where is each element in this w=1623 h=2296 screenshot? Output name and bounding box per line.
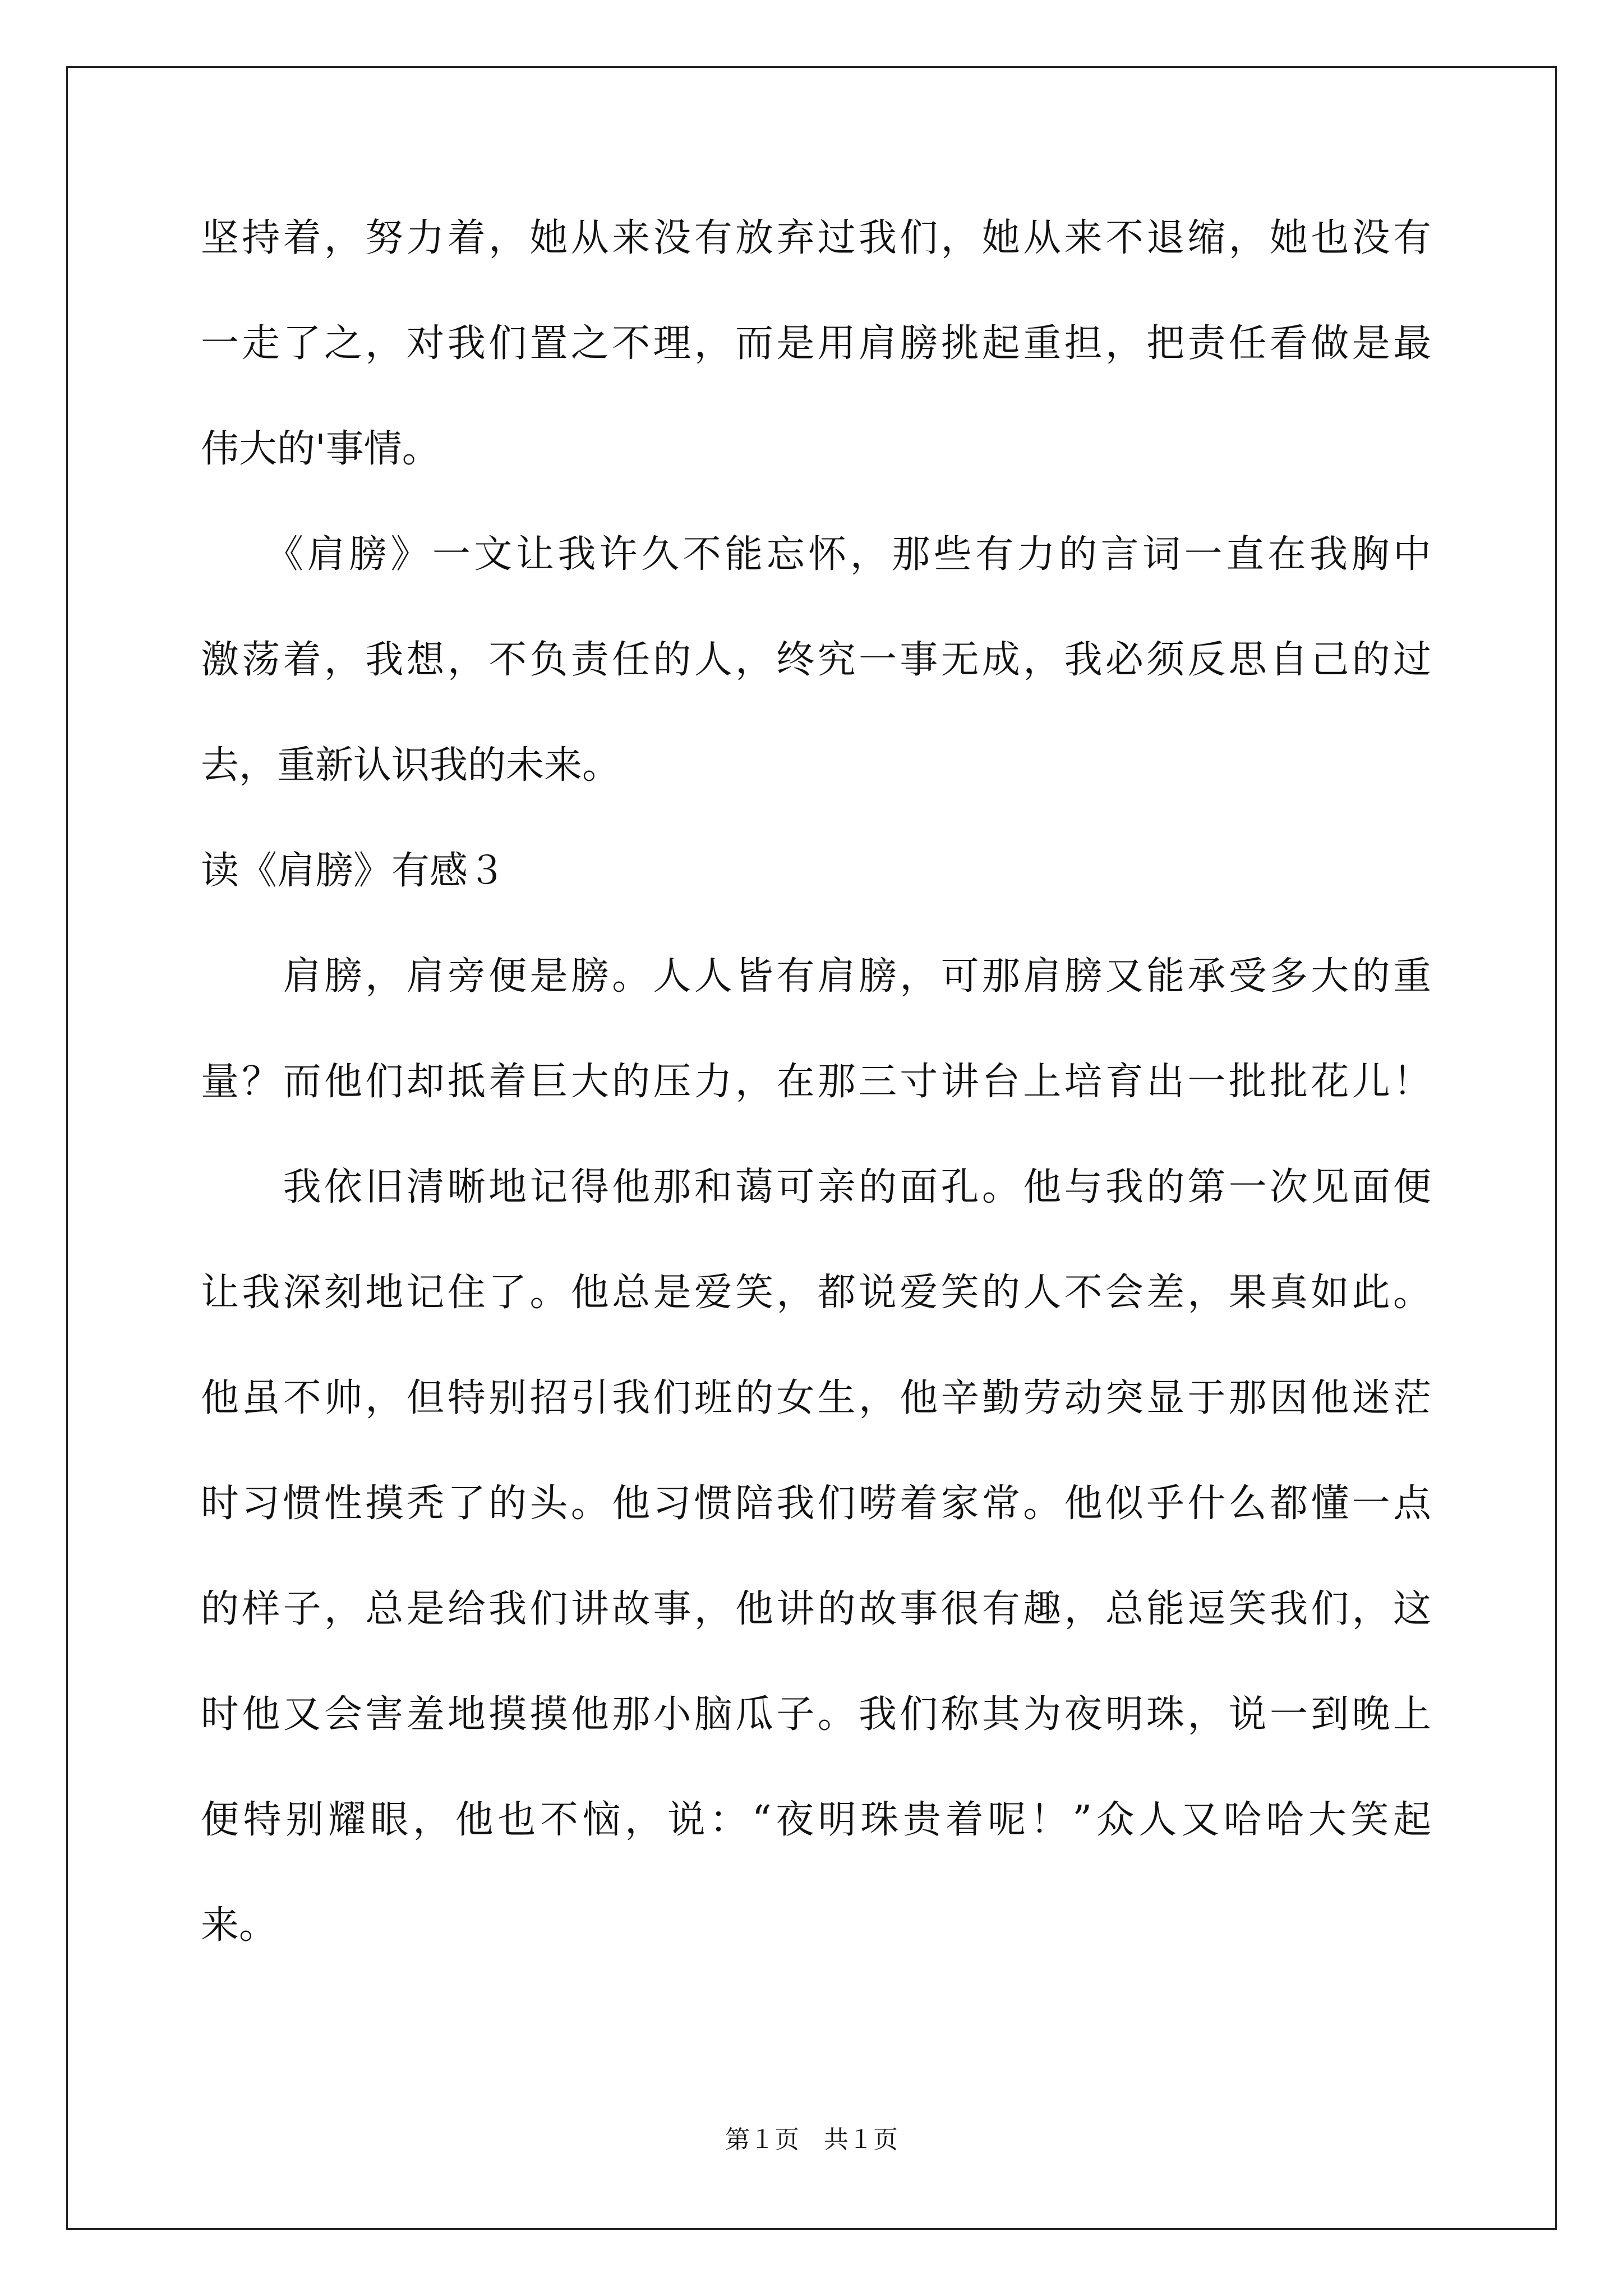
- text-line: 肩膀，肩旁便是膀。人人皆有肩膀，可那肩膀又能承受多大的重: [201, 954, 1431, 999]
- section-heading: 读《肩膀》有感３: [201, 849, 506, 893]
- text-line: 我依旧清晰地记得他那和蔼可亲的面孔。他与我的第一次见面便: [201, 1165, 1431, 1209]
- text-line: 一走了之，对我们置之不理，而是用肩膀挑起重担，把责任看做是最: [201, 321, 1431, 366]
- text-line: 时习惯性摸秃了的头。他习惯陪我们唠着家常。他似乎什么都懂一点: [201, 1481, 1431, 1526]
- page-number-footer: 第１页 共１页: [725, 2125, 898, 2154]
- text-line: 激荡着，我想，不负责任的人，终究一事无成，我必须反思自己的过: [201, 638, 1431, 682]
- text-line: 坚持着，努力着，她从来没有放弃过我们，她从来不退缩，她也没有: [201, 216, 1431, 260]
- text-line: 时他又会害羞地摸摸他那小脑瓜子。我们称其为夜明珠，说一到晚上: [201, 1692, 1431, 1737]
- text-line: 去，重新认识我的未来。: [201, 743, 621, 788]
- text-line: 让我深刻地记住了。他总是爱笑，都说爱笑的人不会差，果真如此。: [201, 1271, 1431, 1315]
- text-line: 便特别耀眼，他也不恼，说：“夜明珠贵着呢！”众人又哈哈大笑起: [201, 1798, 1431, 1842]
- text-line: 伟大的'事情。: [201, 427, 440, 471]
- text-line: 来。: [201, 1903, 278, 1948]
- text-line: 的样子，总是给我们讲故事，他讲的故事很有趣，总能逗笑我们，这: [201, 1587, 1431, 1631]
- text-line: 量？而他们却抵着巨大的压力，在那三寸讲台上培育出一批批花儿！: [201, 1060, 1431, 1104]
- page-frame: [66, 66, 1557, 2230]
- text-line: 《肩膀》一文让我许久不能忘怀，那些有力的言词一直在我胸中: [201, 532, 1431, 577]
- text-line: 他虽不帅，但特别招引我们班的女生，他辛勤劳动突显于那因他迷茫: [201, 1376, 1431, 1420]
